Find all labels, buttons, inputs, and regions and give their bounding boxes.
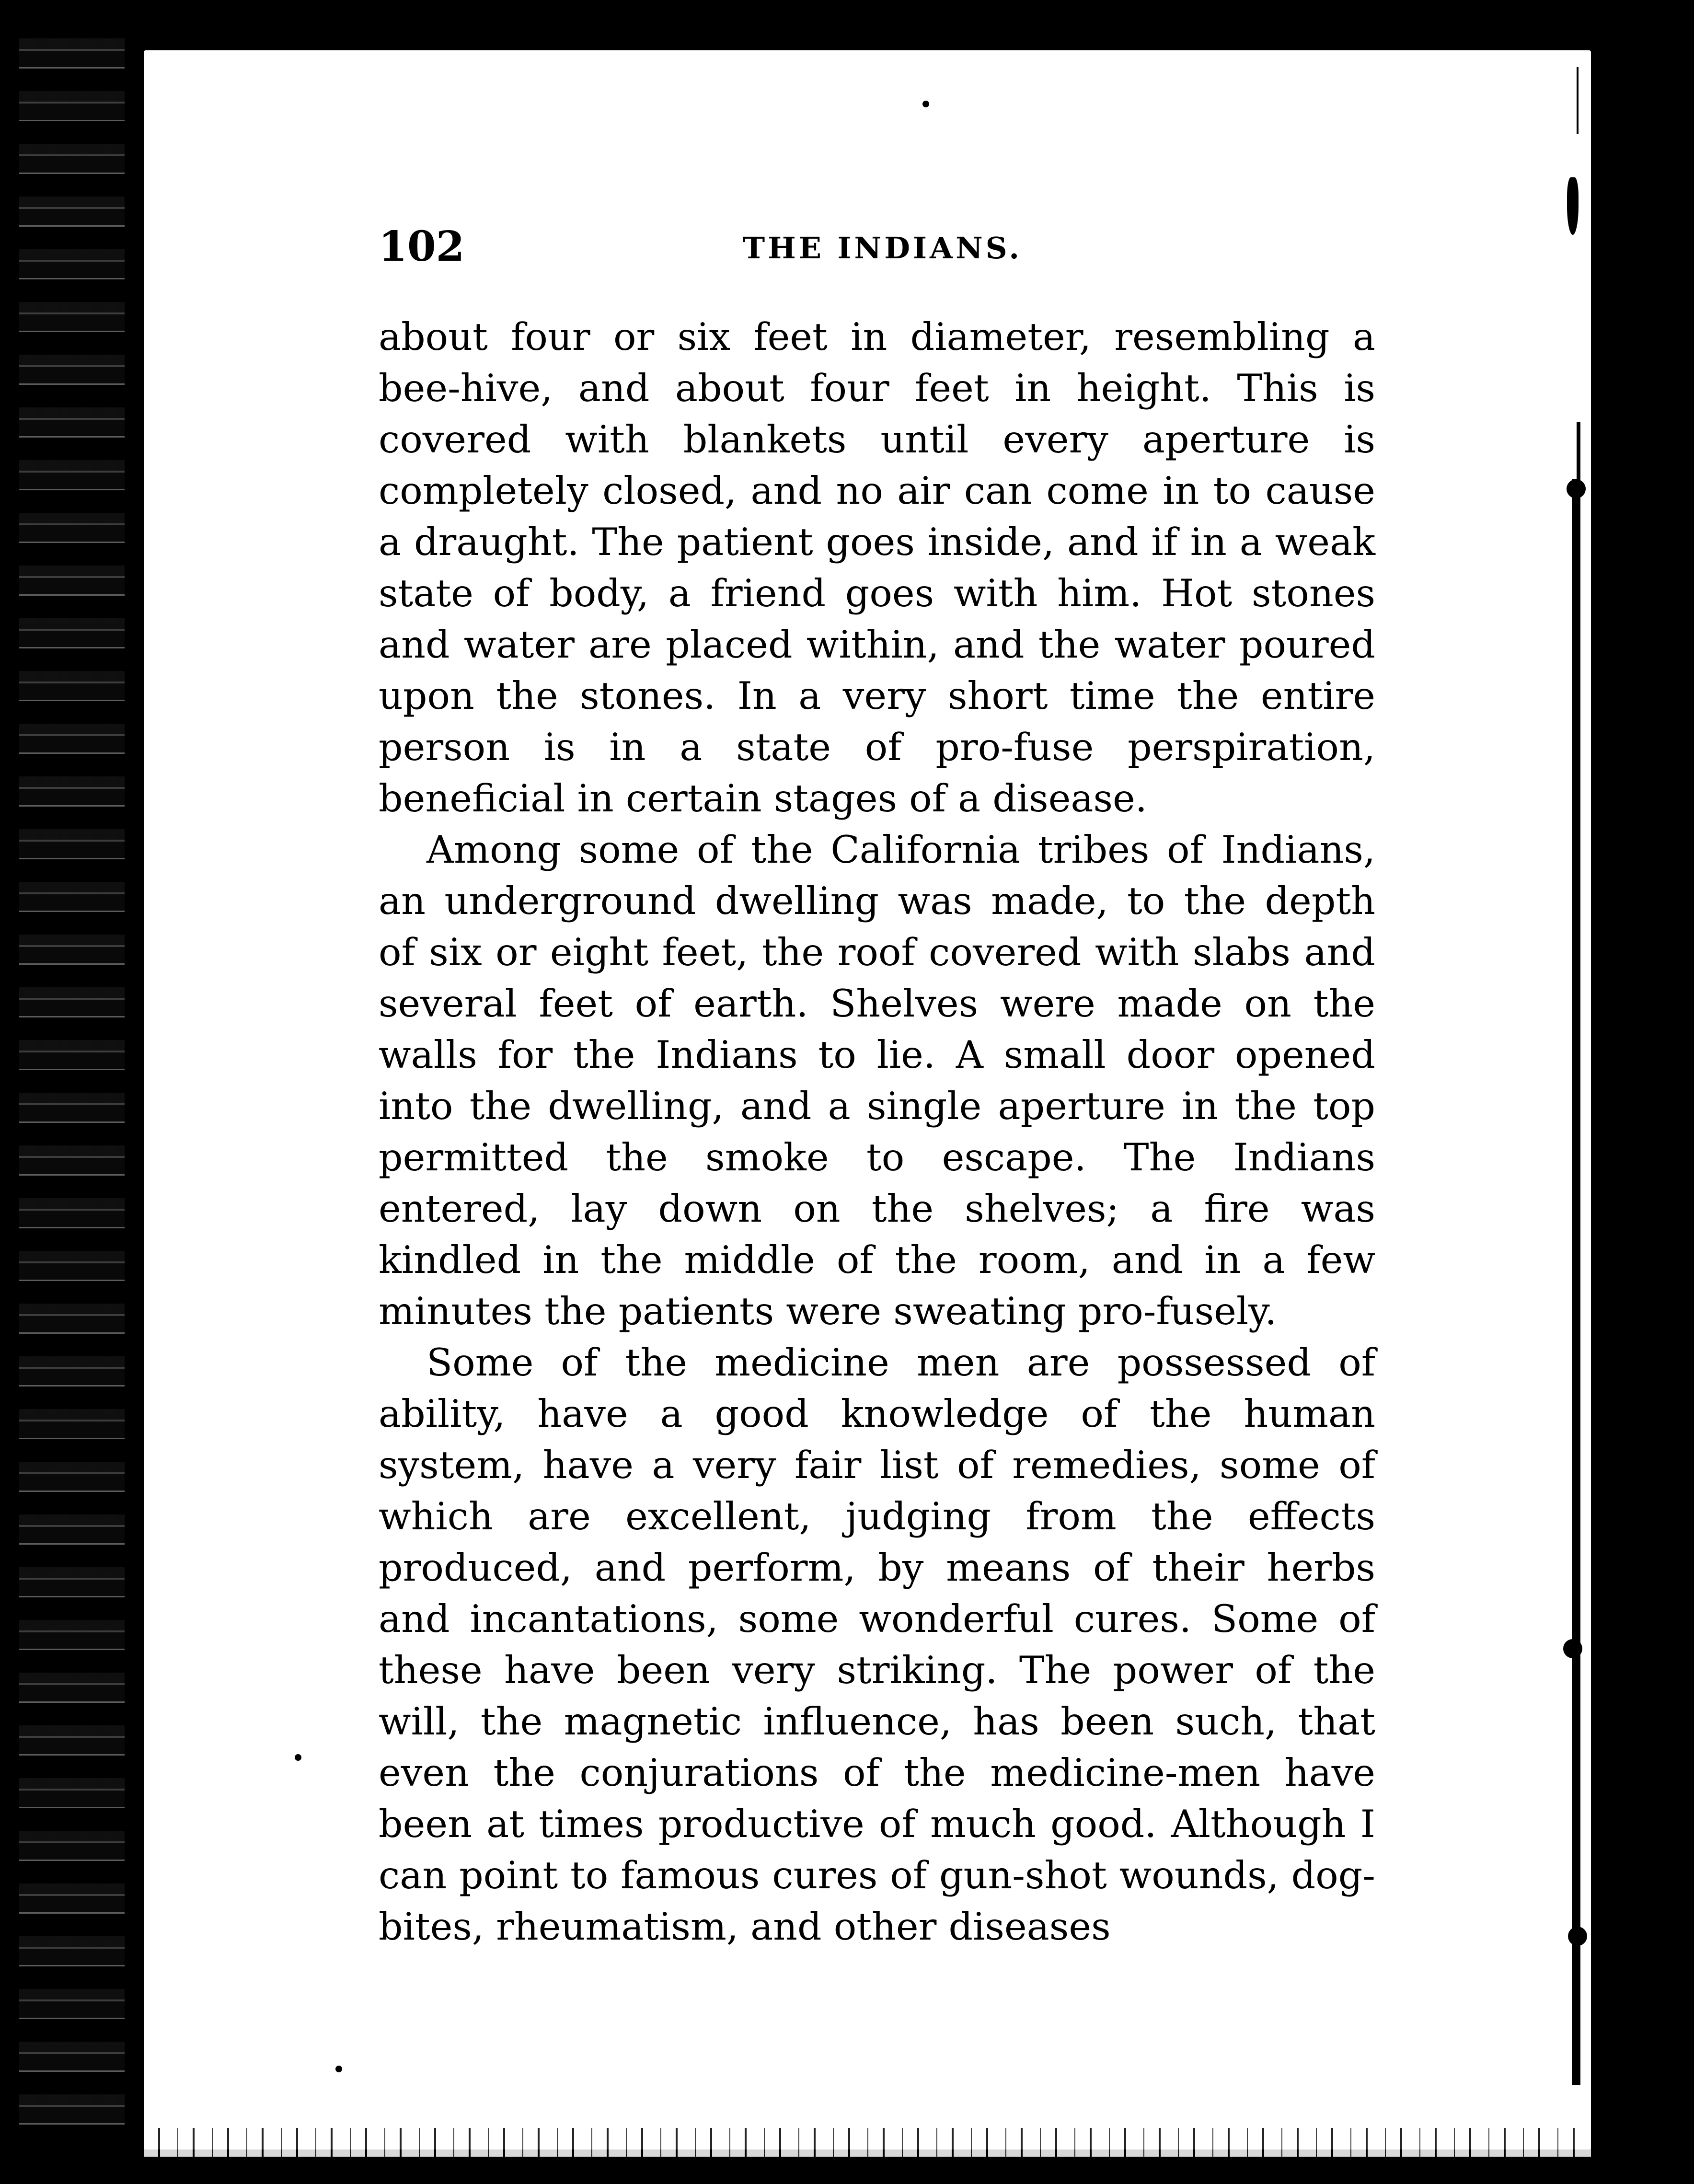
spine-dot [1563, 1639, 1582, 1658]
scan-edge-noise [19, 38, 125, 2147]
page-number: 102 [379, 222, 465, 271]
paragraph: Some of the medicine men are possessed of ability, have a good knowledge of the human system, have a very fair list of remedies, some of which are excellent, judging from the effects produced, and perform, by means of their herbs and incantations, some wonderful cures. Some of these have been very striking. The power of the will, the magnetic influence, has been such, that even the conjurations of the medicine-men have been at times productive of much good. Although I can point to famous cures of gun-shot wounds, dog-bites, rheumatism, and other diseases [379, 1340, 1375, 1949]
running-head: THE INDIANS. [743, 231, 1022, 266]
paragraph: about four or six feet in diameter, resembling a bee-hive, and about four feet in height. This is covered with blankets until every aperture is completely closed, and no air can come in to cause a draught. The patient goes inside, and if in a weak state of body, a friend goes with him. Hot stones and water are placed within, and the water poured upon the stones. In a very short time the entire person is in a state of pro-fuse perspiration, beneficial in certain stages of a disease. [379, 315, 1375, 820]
paragraph: Among some of the California tribes of Indians, an underground dwelling was made, to the depth of six or eight feet, the roof covered with slabs and several feet of earth. Shelves were made on the walls for the Indians to lie. A small door opened into the dwelling, and a single aperture in the top permitted the smoke to escape. The Indians entered, lay down on the shelves; a fire was kindled in the middle of the room, and in a few minutes the patients were sweating pro-fusely. [379, 828, 1375, 1333]
body-text [379, 312, 1375, 1953]
spine-line [1572, 479, 1580, 2085]
spine-dot [1568, 1927, 1587, 1946]
speck [922, 101, 929, 107]
speck [295, 1754, 301, 1761]
scan-mark [1577, 67, 1579, 134]
scan-edge-noise [144, 2128, 1591, 2157]
page-header [379, 220, 1409, 273]
spine-line [1577, 422, 1580, 484]
scan-mark [1567, 177, 1579, 235]
speck [335, 2066, 342, 2072]
spine-dot [1567, 479, 1586, 498]
